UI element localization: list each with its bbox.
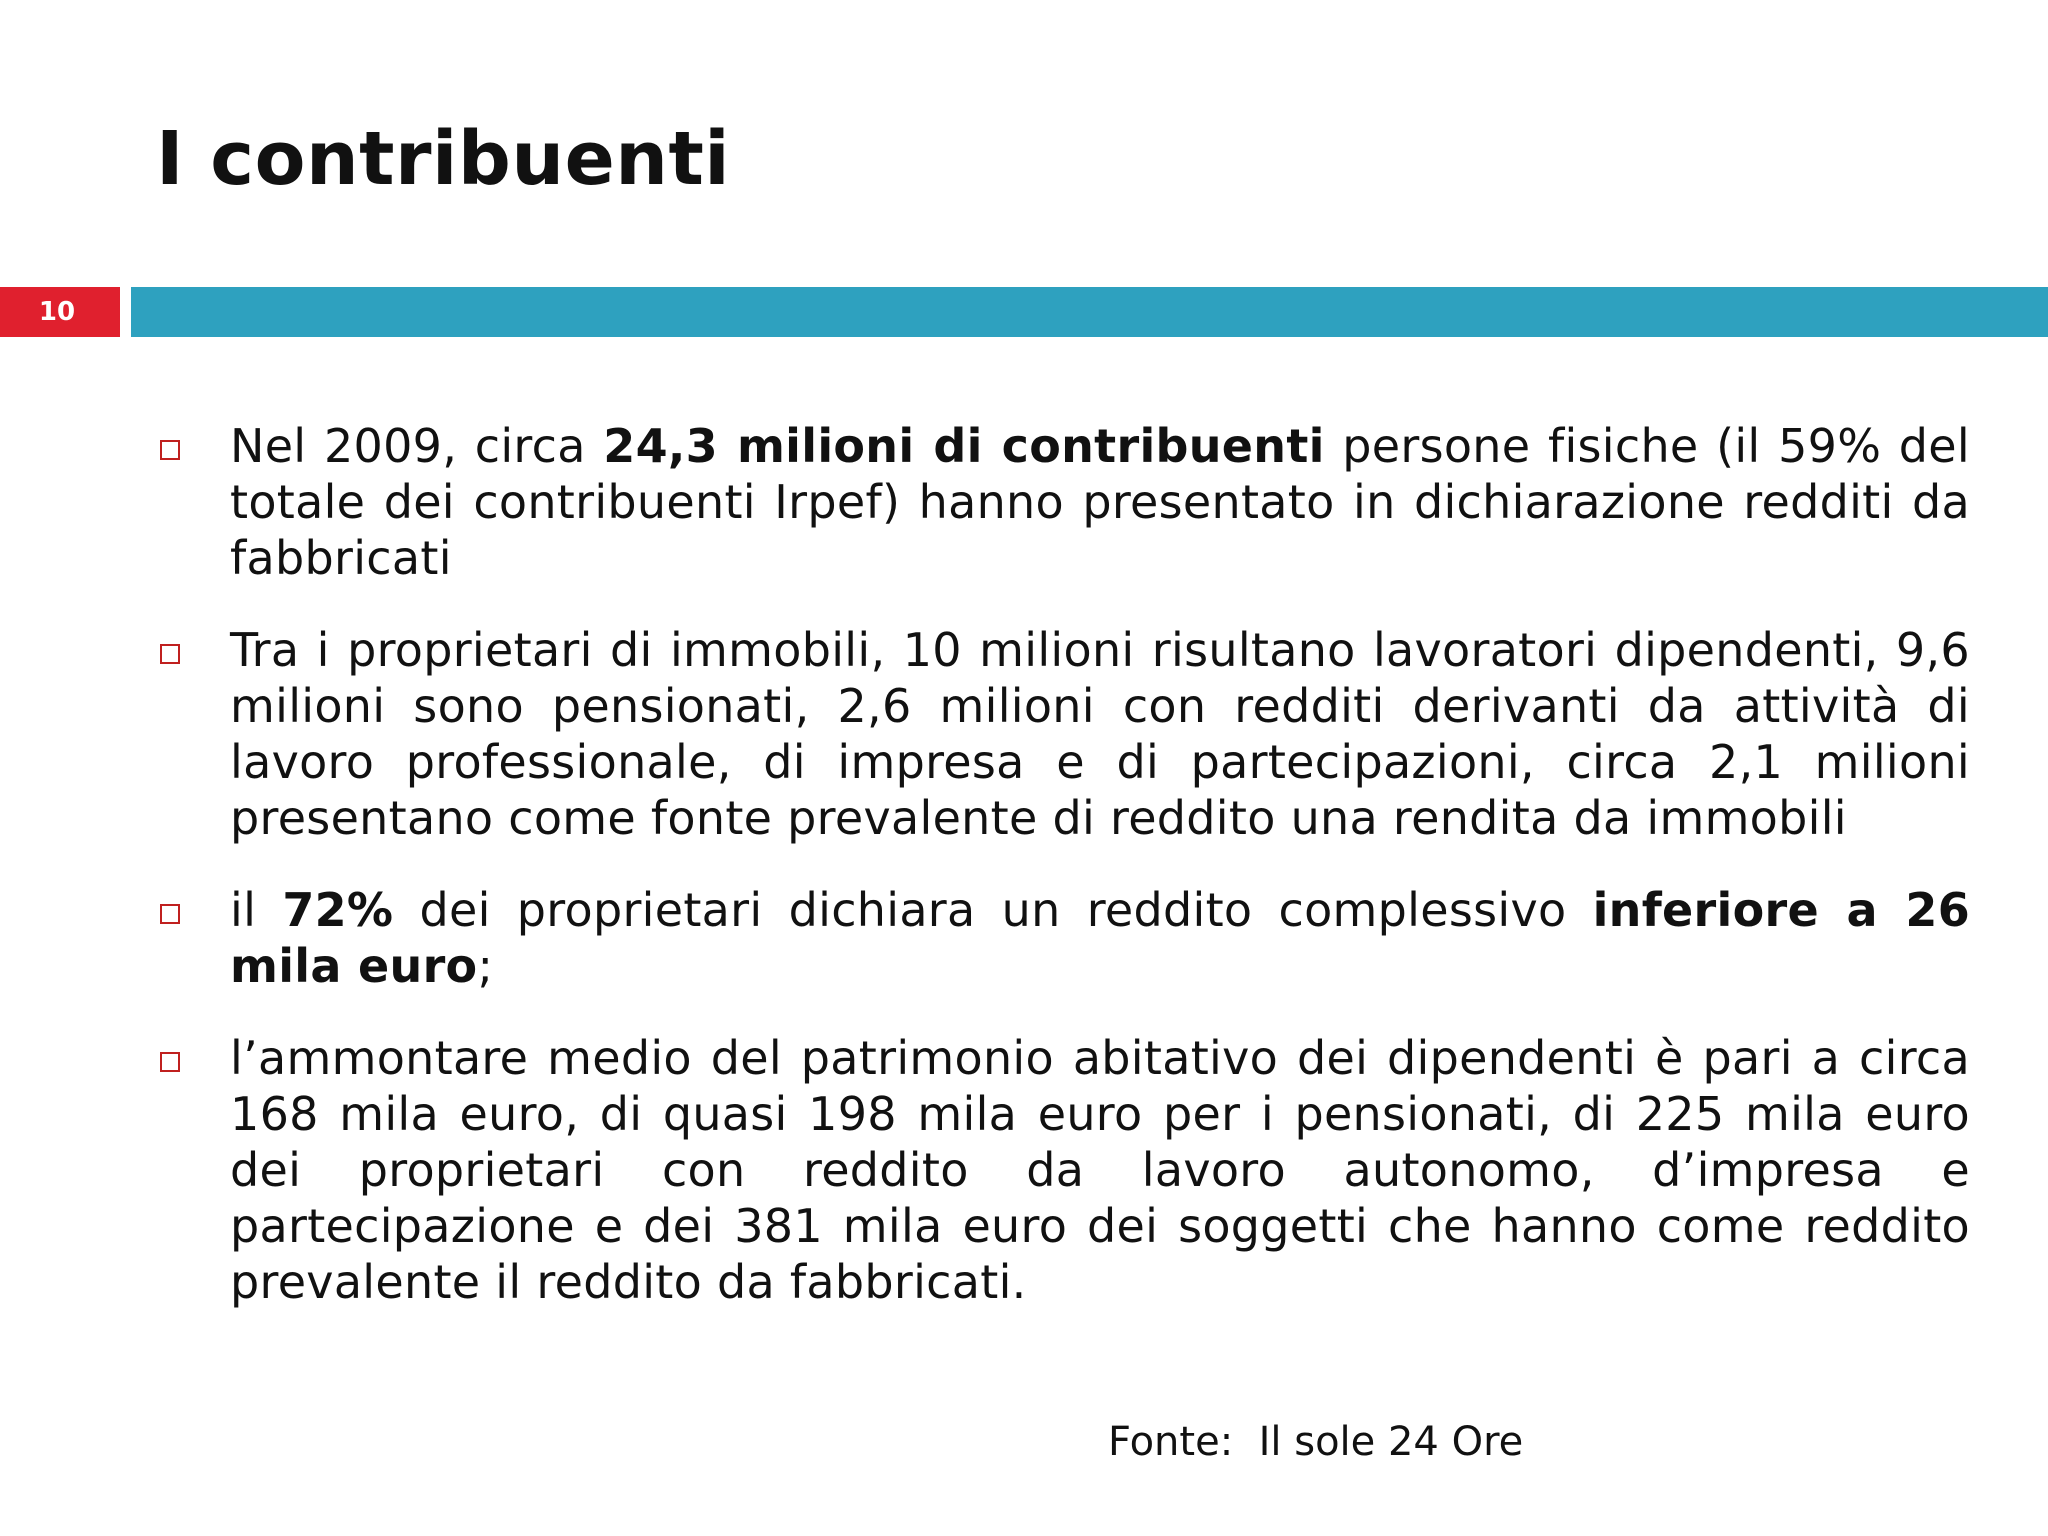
text-segment: ; [477,939,494,993]
text-segment: Tra i proprietari di immobili, 10 milioni risultano lavoratori dipendenti, 9,6 milioni sono pensionati, 2,6 milioni con redditi derivanti da attività di lavoro professionale, di impresa e di partecipazioni, circa 2,1 milioni presentano come fonte prevalente di reddito una rendita da immobili [230,623,1970,845]
bold-text-segment: inferiore a 26 mila euro [230,883,1970,993]
bullet-text [230,1030,1970,1310]
square-bullet-icon [160,644,180,664]
bullet-text [230,882,1970,994]
bullet-list [160,418,1970,1346]
bullet-item [160,418,1970,586]
text-segment: persone fisiche (il 59% del totale dei contribuenti Irpef) hanno presentato in dichiarazione redditi da fabbricati [230,419,1970,585]
text-segment: dei proprietari dichiara un reddito complessivo [393,883,1593,937]
bullet-text [230,622,1970,846]
text-segment: il [230,883,283,937]
square-bullet-icon [160,440,180,460]
bullet-text [230,418,1970,586]
text-segment: Nel 2009, circa [230,419,604,473]
text-segment: l’ammontare medio del patrimonio abitativo dei dipendenti è pari a circa 168 mila euro, di quasi 198 mila euro per i pensionati, di 225 mila euro dei proprietari con reddito da lavoro autonomo, d’impresa e partecipazione e dei 381 mila euro dei soggetti che hanno come reddito prevalente il reddito da fabbricati. [230,1031,1970,1309]
slide-title: I contribuenti [156,116,731,202]
bold-text-segment: 72% [282,883,394,937]
square-bullet-icon [160,1052,180,1072]
square-bullet-icon [160,904,180,924]
bullet-item [160,1030,1970,1310]
bold-text-segment: 24,3 milioni di contribuenti [603,419,1325,473]
bullet-item [160,622,1970,846]
title-divider-bar [131,287,2048,337]
slide-number: 10 [0,287,120,337]
source-note: Fonte: Il sole 24 Ore [1108,1419,1524,1465]
bullet-item [160,882,1970,994]
